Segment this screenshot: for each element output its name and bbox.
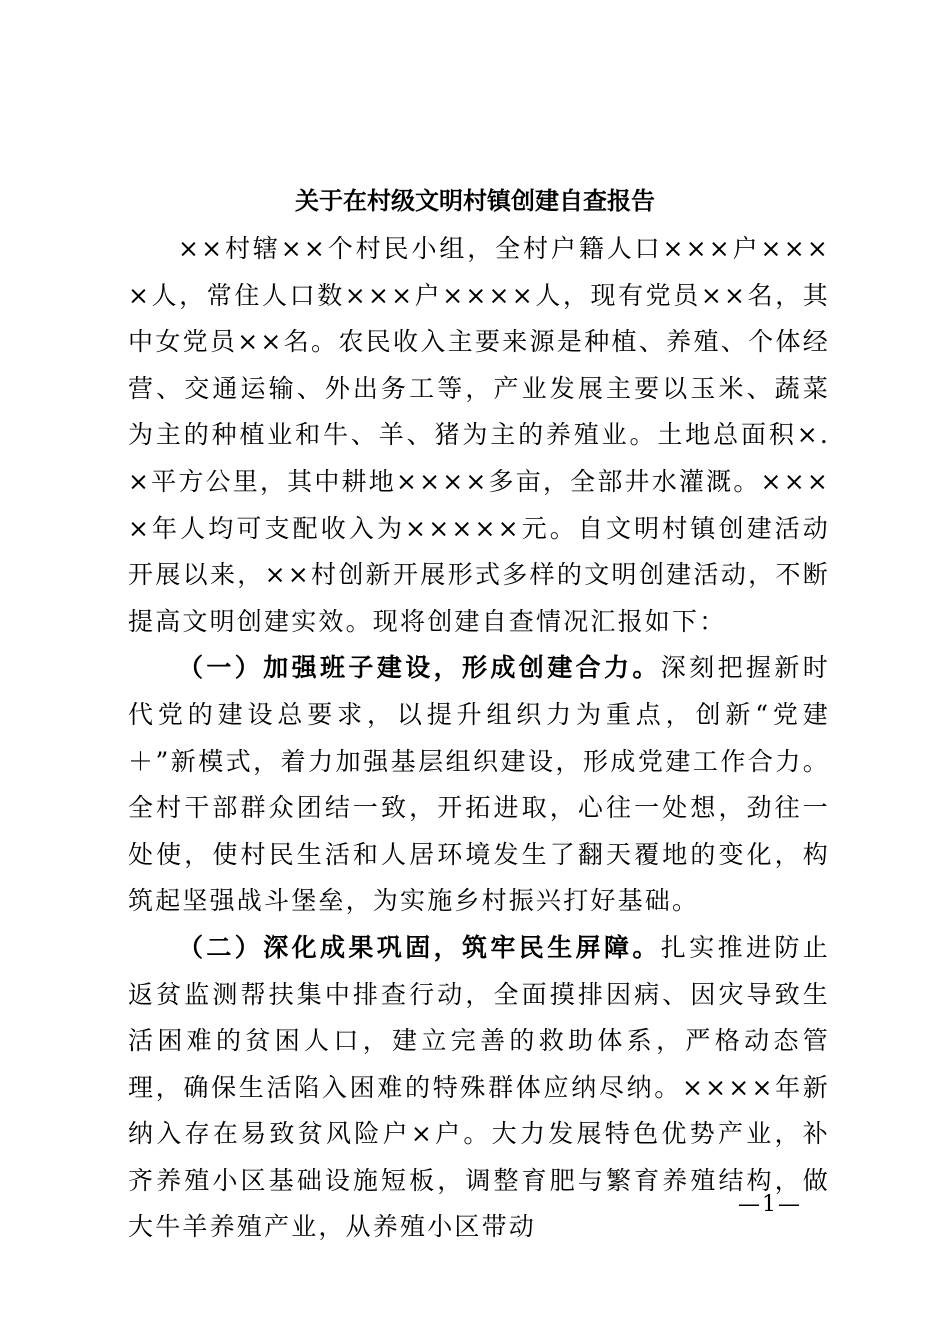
section-heading: （一）加强班子建设，形成创建合力。 — [178, 653, 661, 683]
page-number: —1— — [738, 1192, 802, 1217]
paragraph-text: 深刻把握新时代党的建设总要求，以提升组织力为重点，创新“党建＋”新模式，着力加强基层组织建设，形成党建工作合力。全村干部群众团结一致，开拓进取，心往一处想，劲往一处使，使村民生活和人居环境发生了翻天覆地的变化，构筑起坚强战斗堡垒，为实施乡村振兴打好基础。 — [128, 653, 830, 916]
paragraph-text: ××村辖××个村民小组，全村户籍人口×××户××××人，常住人口数×××户××××人，现有党员××名，其中女党员××名。农民收入主要来源是种植、养殖、个体经营、交通运输、外出务工等，产业发展主要以玉米、蔬菜为主的种植业和牛、羊、猪为主的养殖业。土地总面积×.×平方公里，其中耕地××××多亩，全部井水灌溉。××××年人均可支配收入为×××××元。自文明村镇创建活动开展以来，××村创新开展形式多样的文明创建活动，不断提高文明创建实效。现将创建自查情况汇报如下： — [128, 234, 830, 636]
paragraph-section-2 — [128, 925, 830, 1251]
document-title: 关于在村级文明村镇创建自查报告 — [295, 186, 655, 215]
section-heading: （二）深化成果巩固，筑牢民生屏障。 — [178, 932, 661, 962]
document-body — [128, 226, 830, 1251]
paragraph-intro — [128, 226, 830, 645]
paragraph-text: 扎实推进防止返贫监测帮扶集中排查行动，全面摸排因病、因灾导致生活困难的贫困人口，建立完善的救助体系，严格动态管理，确保生活陷入困难的特殊群体应纳尽纳。××××年新纳入存在易致贫风险户×户。大力发展特色优势产业，补齐养殖小区基础设施短板，调整育肥与繁育养殖结构，做大牛羊养殖产业，从养殖小区带动 — [128, 932, 830, 1242]
paragraph-section-1 — [128, 645, 830, 925]
